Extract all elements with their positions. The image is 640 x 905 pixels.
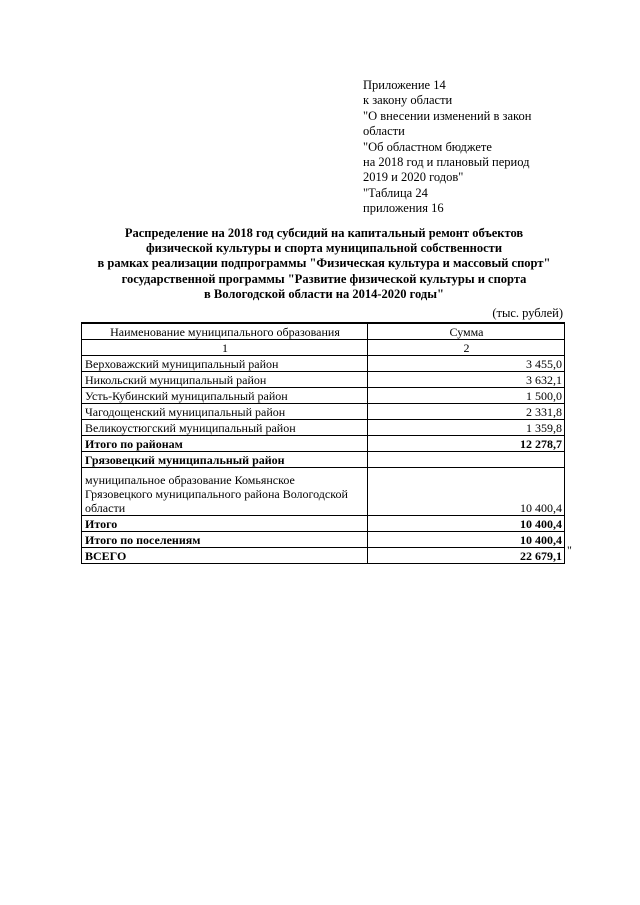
total-label-cell: Итого bbox=[82, 516, 368, 532]
group-heading-cell: Грязовецкий муниципальный район bbox=[82, 452, 368, 468]
municipality-name-cell: Верховажский муниципальный район bbox=[82, 356, 368, 372]
appendix-line: "Таблица 24 bbox=[363, 185, 428, 200]
header-amount-cell: Сумма bbox=[368, 323, 565, 340]
amount-cell: 3 632,1 bbox=[368, 372, 565, 388]
name-line: области bbox=[85, 501, 126, 515]
appendix-line: на 2018 год и плановый период bbox=[363, 155, 530, 170]
municipality-name-cell bbox=[82, 468, 368, 516]
closing-quote-mark: " bbox=[567, 543, 572, 557]
column-number-row bbox=[82, 340, 565, 356]
table-row bbox=[82, 372, 565, 388]
title-line: в рамках реализации подпрограммы "Физическая культура и массовый спорт" bbox=[97, 256, 551, 271]
table-row bbox=[82, 420, 565, 436]
title-line: Распределение на 2018 год субсидий на капитальный ремонт объектов bbox=[124, 226, 524, 240]
settlements-total-row bbox=[82, 532, 565, 548]
amount-cell: 3 455,0 bbox=[368, 356, 565, 372]
empty-cell bbox=[368, 452, 565, 468]
table-row bbox=[82, 404, 565, 420]
table-header-row bbox=[82, 323, 565, 340]
total-amount-cell: 12 278,7 bbox=[368, 436, 565, 452]
total-amount-cell: 10 400,4 bbox=[368, 532, 565, 548]
table-row bbox=[82, 388, 565, 404]
column-number-cell: 1 bbox=[82, 340, 368, 356]
grand-total-label-cell: ВСЕГО bbox=[82, 548, 368, 564]
municipality-name-cell: Чагодощенский муниципальный район bbox=[82, 404, 368, 420]
appendix-line: к закону области bbox=[363, 93, 453, 108]
appendix-line: приложения 16 bbox=[363, 201, 444, 216]
column-number-cell: 2 bbox=[368, 340, 565, 356]
total-label-cell: Итого по районам bbox=[82, 436, 368, 452]
municipality-name-cell: Никольский муниципальный район bbox=[82, 372, 368, 388]
appendix-line: "Об областном бюджете bbox=[363, 139, 492, 154]
municipality-name-cell: Великоустюгский муниципальный район bbox=[82, 420, 368, 436]
amount-cell: 2 331,8 bbox=[368, 404, 565, 420]
subsidy-table bbox=[81, 322, 565, 564]
grand-total-row bbox=[82, 548, 565, 564]
title-line: в Вологодской области на 2014-2020 годы" bbox=[204, 286, 444, 301]
table-row bbox=[82, 468, 565, 516]
title-line: физической культуры и спорта муниципальной собственности bbox=[145, 241, 503, 256]
appendix-line: 2019 и 2020 годов" bbox=[363, 170, 464, 185]
appendix-line: Приложение 14 bbox=[363, 78, 446, 92]
municipality-name-cell: Усть-Кубинский муниципальный район bbox=[82, 388, 368, 404]
total-amount-cell: 10 400,4 bbox=[368, 516, 565, 532]
total-label-cell: Итого по поселениям bbox=[82, 532, 368, 548]
group-heading-row bbox=[82, 452, 565, 468]
table-row bbox=[82, 356, 565, 372]
group-total-row bbox=[82, 516, 565, 532]
amount-cell: 1 359,8 bbox=[368, 420, 565, 436]
amount-cell: 10 400,4 bbox=[368, 468, 565, 516]
document-title bbox=[84, 226, 564, 302]
appendix-line: "О внесении изменений в закон bbox=[363, 108, 532, 123]
name-line: муниципальное образование Комьянское bbox=[85, 473, 295, 487]
name-line: Грязовецкого муниципального района Вологодской bbox=[85, 487, 348, 501]
header-name-cell: Наименование муниципального образования bbox=[82, 323, 368, 340]
districts-total-row bbox=[82, 436, 565, 452]
appendix-line: области bbox=[363, 124, 405, 139]
unit-label: (тыс. рублей) bbox=[492, 306, 563, 320]
grand-total-amount-cell: 22 679,1 bbox=[368, 548, 565, 564]
amount-cell: 1 500,0 bbox=[368, 388, 565, 404]
appendix-reference bbox=[363, 78, 563, 217]
title-line: государственной программы "Развитие физической культуры и спорта bbox=[121, 271, 527, 286]
